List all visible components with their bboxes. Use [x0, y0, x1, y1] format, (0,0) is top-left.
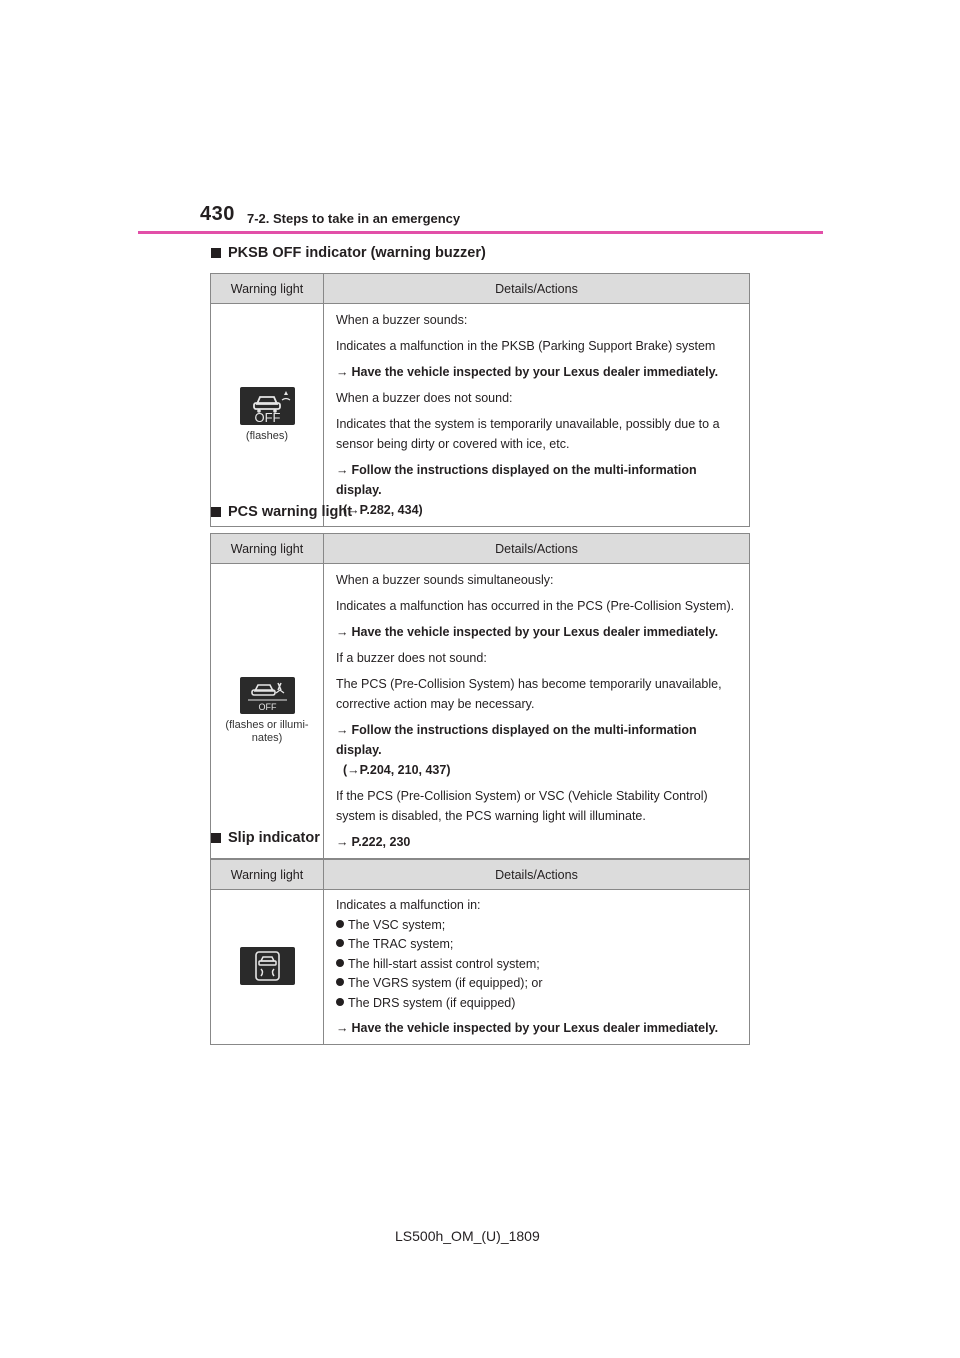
- table-row: [211, 304, 750, 527]
- icon-cell: [211, 564, 324, 859]
- table-row: [211, 890, 750, 1045]
- details-cell: [324, 304, 750, 527]
- icon-cell: [211, 890, 324, 1045]
- details-line: Indicates that the system is temporarily unavailable, possibly due to a sensor being dirty or covered with ice, etc.: [336, 417, 720, 451]
- section-heading-pksb: [211, 245, 486, 261]
- icon-caption: (flashes or illumi- nates): [225, 719, 309, 744]
- bullet-dot-icon: [336, 978, 344, 986]
- table-header-row: [211, 534, 750, 564]
- bullet-dot-icon: [336, 998, 344, 1006]
- square-bullet-icon: [211, 248, 221, 258]
- arrow-icon: →: [336, 835, 349, 849]
- col-warning-light: Warning light: [211, 534, 324, 564]
- action-line: → Have the vehicle inspected by your Lexus dealer immediately.: [336, 365, 719, 379]
- section-heading-text: PKSB OFF indicator (warning buzzer): [228, 245, 486, 261]
- pcs-off-icon: [240, 677, 295, 714]
- action-line: → Follow the instructions displayed on the multi-information display. (→P.204, 210, 437): [336, 720, 745, 780]
- chapter-title: 7-2. Steps to take in an emergency: [247, 211, 461, 226]
- details-line: The PCS (Pre-Collision System) has become temporarily unavailable, corrective action may be necessary.: [336, 677, 722, 711]
- col-details: Details/Actions: [324, 274, 750, 304]
- list-item: The TRAC system;: [336, 935, 745, 955]
- arrow-icon: →: [336, 365, 349, 379]
- details-line: Indicates a malfunction in the PKSB (Parking Support Brake) system: [336, 339, 716, 353]
- table-header-row: [211, 274, 750, 304]
- section-heading-slip: [211, 830, 320, 846]
- col-warning-light: Warning light: [211, 860, 324, 890]
- bullet-dot-icon: [336, 959, 344, 967]
- section-heading-text: PCS warning light: [228, 504, 353, 520]
- details-line: Indicates a malfunction has occurred in the PCS (Pre-Collision System).: [336, 599, 735, 613]
- section-heading-pcs: [211, 504, 352, 520]
- details-cell: [324, 564, 750, 859]
- bullet-dot-icon: [336, 939, 344, 947]
- action-line: → Have the vehicle inspected by your Lexus dealer immediately.: [336, 1021, 719, 1035]
- col-warning-light: Warning light: [211, 274, 324, 304]
- slip-table: [210, 859, 750, 1045]
- table-row: [211, 564, 750, 859]
- col-details: Details/Actions: [324, 860, 750, 890]
- details-line: When a buzzer sounds simultaneously:: [336, 573, 554, 587]
- pksb-table: [210, 273, 750, 527]
- details-line: When a buzzer sounds:: [336, 313, 468, 327]
- icon-cell: [211, 304, 324, 527]
- action-line: → Follow the instructions displayed on the multi-information display. (→P.282, 434): [336, 460, 745, 520]
- footer-code: LS500h_OM_(U)_1809: [395, 1228, 540, 1244]
- list-item: The hill-start assist control system;: [336, 955, 745, 975]
- action-line: → P.222, 230: [336, 835, 411, 849]
- pcs-table: [210, 533, 750, 859]
- header-rule: [138, 231, 823, 234]
- action-line: → Have the vehicle inspected by your Lexus dealer immediately.: [336, 625, 719, 639]
- details-cell: [324, 890, 750, 1045]
- arrow-icon: →: [336, 463, 349, 477]
- page-reference: (→P.204, 210, 437): [343, 763, 451, 777]
- pksb-off-icon: [240, 387, 295, 425]
- bullet-dot-icon: [336, 920, 344, 928]
- details-line: Indicates a malfunction in:: [336, 898, 481, 912]
- icon-off-text: OFF: [254, 410, 280, 425]
- icon-caption: (flashes): [245, 430, 289, 442]
- list-item: The VSC system;: [336, 916, 745, 936]
- page-number: 430: [200, 203, 235, 225]
- list-item: The DRS system (if equipped): [336, 994, 745, 1014]
- icon-off-text: OFF: [258, 702, 276, 712]
- details-line: When a buzzer does not sound:: [336, 391, 513, 405]
- details-line: If the PCS (Pre-Collision System) or VSC (Vehicle Stability Control) system is disabled, the PCS warning light will illuminate.: [336, 789, 708, 823]
- table-header-row: [211, 860, 750, 890]
- arrow-icon: →: [336, 625, 349, 639]
- square-bullet-icon: [211, 507, 221, 517]
- arrow-icon: →: [336, 1021, 349, 1035]
- slip-indicator-icon: [240, 947, 295, 985]
- details-line: If a buzzer does not sound:: [336, 651, 487, 665]
- square-bullet-icon: [211, 833, 221, 843]
- col-details: Details/Actions: [324, 534, 750, 564]
- list-item: The VGRS system (if equipped); or: [336, 974, 745, 994]
- arrow-icon: →: [336, 723, 349, 737]
- page-reference: (→P.282, 434): [343, 503, 423, 517]
- section-heading-text: Slip indicator: [228, 830, 320, 846]
